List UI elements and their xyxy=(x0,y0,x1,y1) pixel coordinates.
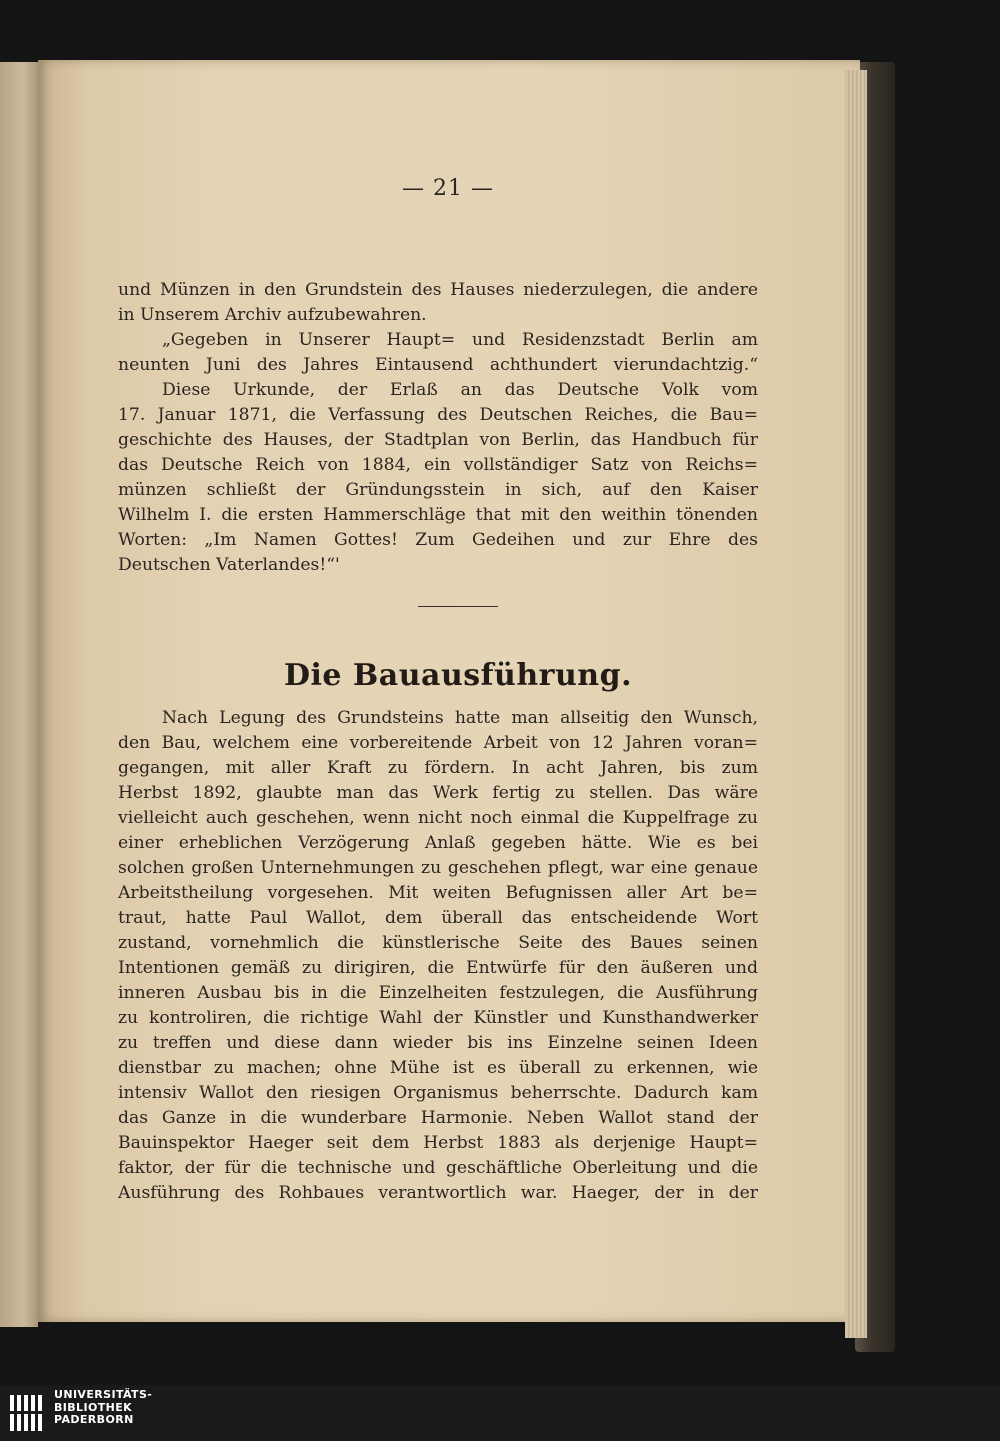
text-line: Worten: „Im Namen Gottes! Zum Gedeihen und zur Ehre des xyxy=(118,530,758,550)
text-line: Wilhelm I. die ersten Hammerschläge that mit den weithin tönenden xyxy=(118,505,758,525)
text-line: inneren Ausbau bis in die Einzelheiten festzulegen, die Ausführung xyxy=(118,983,758,1003)
text-line: traut, hatte Paul Wallot, dem überall das entscheidende Wort xyxy=(118,908,758,928)
text-line: zustand, vornehmlich die künstlerische Seite des Baues seinen xyxy=(118,933,758,953)
text-line: den Bau, welchem eine vorbereitende Arbeit von 12 Jahren voran= xyxy=(118,733,758,753)
text-line: geschichte des Hauses, der Stadtplan von Berlin, das Handbuch für xyxy=(118,430,758,450)
library-logo-text xyxy=(54,1389,152,1427)
book-page xyxy=(38,60,860,1322)
text-line: und Münzen in den Grundstein des Hauses niederzulegen, die andere xyxy=(118,280,758,300)
text-line: Ausführung des Rohbaues verantwortlich war. Haeger, der in der xyxy=(118,1183,758,1203)
text-line: solchen großen Unternehmungen zu geschehen pflegt, war eine genaue xyxy=(118,858,758,878)
text-line: Deutschen Vaterlandes!“' xyxy=(118,555,340,575)
section-heading: Die Bauausführung. xyxy=(283,658,633,693)
text-line: Diese Urkunde, der Erlaß an das Deutsche Volk vom xyxy=(162,380,758,400)
logo-line: UNIVERSITÄTS- xyxy=(54,1388,153,1401)
page-number: — 21 — xyxy=(402,176,494,201)
text-line: 17. Januar 1871, die Verfassung des Deutschen Reiches, die Bau= xyxy=(118,405,758,425)
text-line: Nach Legung des Grundsteins hatte man allseitig den Wunsch, xyxy=(162,708,758,728)
text-block-lower xyxy=(118,706,758,1206)
text-line: das Deutsche Reich von 1884, ein vollständiger Satz von Reichs= xyxy=(118,455,758,475)
text-line: in Unserem Archiv aufzubewahren. xyxy=(118,305,427,325)
text-line: intensiv Wallot den riesigen Organismus beherrschte. Dadurch kam xyxy=(118,1083,758,1103)
logo-line: PADERBORN xyxy=(54,1413,134,1426)
section-divider xyxy=(418,606,498,607)
text-line: faktor, der für die technische und geschäftliche Oberleitung und die xyxy=(118,1158,758,1178)
library-logo-bar xyxy=(0,1385,1000,1441)
left-page-edge xyxy=(0,62,38,1327)
text-line: vielleicht auch geschehen, wenn nicht noch einmal die Kuppelfrage zu xyxy=(118,808,758,828)
page-stack-edge xyxy=(845,70,867,1338)
text-line: münzen schließt der Gründungsstein in sich, auf den Kaiser xyxy=(118,480,758,500)
library-emblem-icon xyxy=(8,1391,48,1435)
text-line: Arbeitstheilung vorgesehen. Mit weiten Befugnissen aller Art be= xyxy=(118,883,758,903)
text-line: zu treffen und diese dann wieder bis ins Einzelne seinen Ideen xyxy=(118,1033,758,1053)
text-line: zu kontroliren, die richtige Wahl der Künstler und Kunsthandwerker xyxy=(118,1008,758,1028)
text-line: das Ganze in die wunderbare Harmonie. Neben Wallot stand der xyxy=(118,1108,758,1128)
text-block-upper xyxy=(118,278,758,578)
text-line: einer erheblichen Verzögerung Anlaß gegeben hätte. Wie es bei xyxy=(118,833,758,853)
text-line: gegangen, mit aller Kraft zu fördern. In acht Jahren, bis zum xyxy=(118,758,758,778)
text-line: Intentionen gemäß zu dirigiren, die Entwürfe für den äußeren und xyxy=(118,958,758,978)
text-line: Herbst 1892, glaubte man das Werk fertig zu stellen. Das wäre xyxy=(118,783,758,803)
text-line: neunten Juni des Jahres Eintausend achthundert vierundachtzig.“ xyxy=(118,355,758,375)
logo-line: BIBLIOTHEK xyxy=(54,1400,133,1414)
text-line: dienstbar zu machen; ohne Mühe ist es überall zu erkennen, wie xyxy=(118,1058,758,1078)
text-line: Bauinspektor Haeger seit dem Herbst 1883 als derjenige Haupt= xyxy=(118,1133,758,1153)
text-line: „Gegeben in Unserer Haupt= und Residenzstadt Berlin am xyxy=(162,330,758,350)
